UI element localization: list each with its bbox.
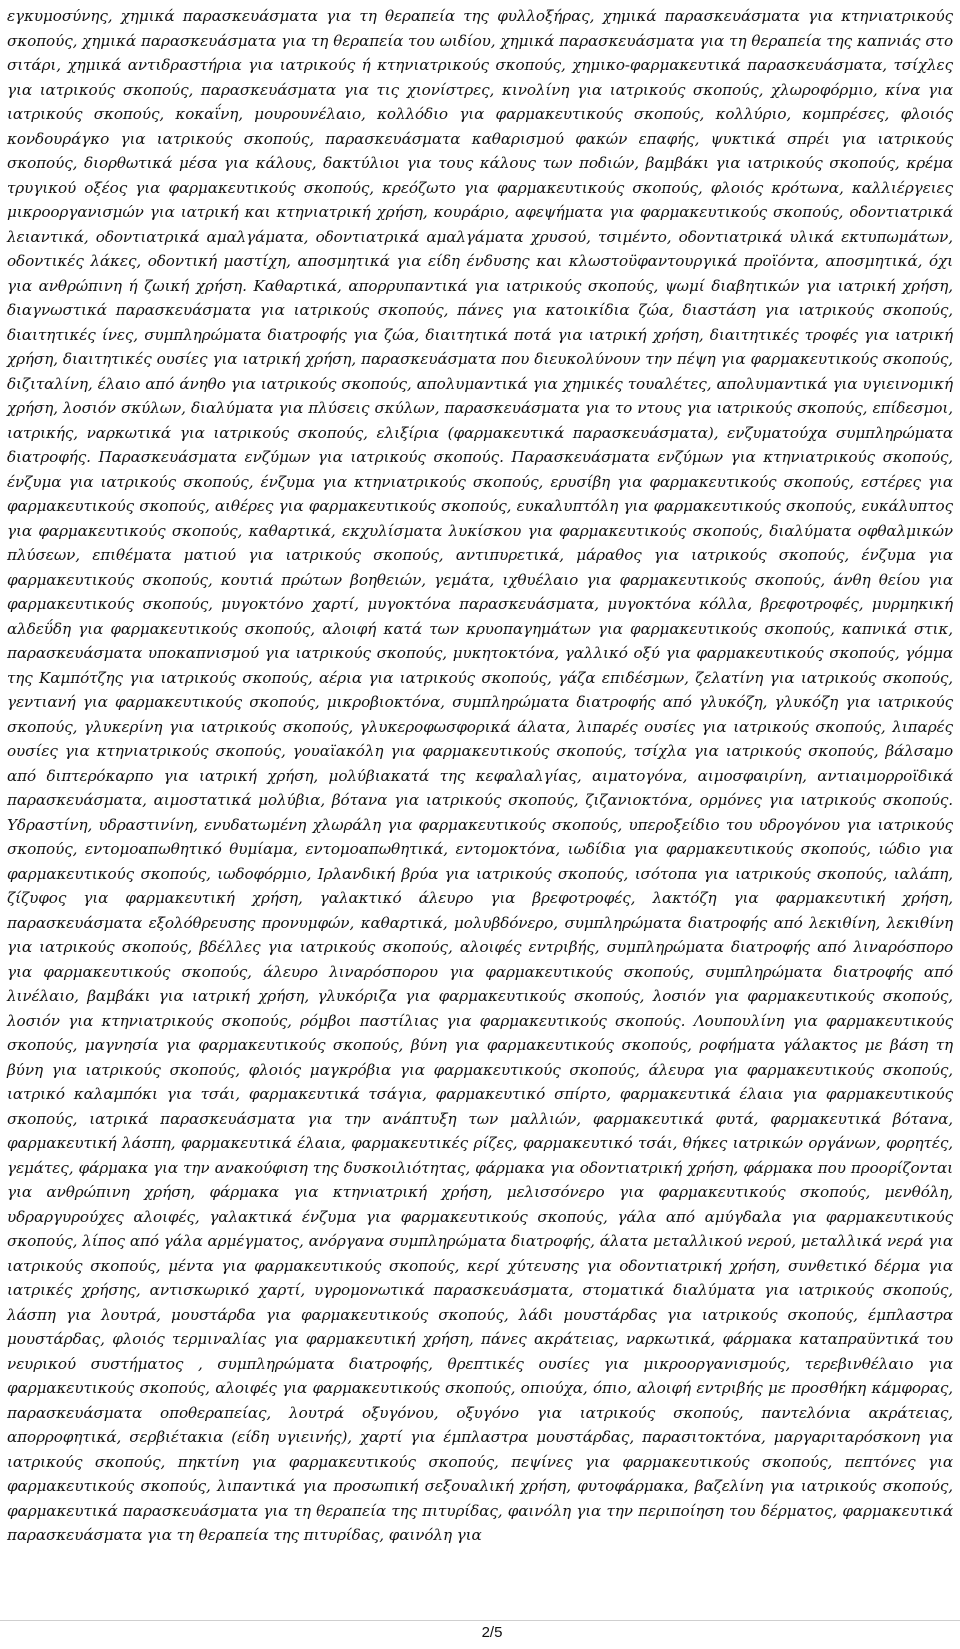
page-footer	[0, 1624, 960, 1642]
body-paragraph: εγκυμοσύνης, χημικά παρασκευάσματα για τη θεραπεία της φυλλοξήρας, χημικά παρασκευάσματα για κτηνιατρικούς σκοπούς, χημικά παρασκευάσματα για τη θεραπεία του ωιδίου, χημικά παρασκευάσματα για τη θεραπεία της καπνιάς στο σιτάρι, χημικά αντιδραστήρια για ιατρικούς ή κτηνιατρικούς σκοπούς, χημικο-φαρμακευτικά παρασκευάσματα, τσίχλες για ιατρικούς σκοπούς, παρασκευάσματα για τις χιονίστρες, κινολίνη για ιατρικούς σκοπούς, χλωροφόρμιο, κίνα για ιατρικούς σκοπούς, κοκαΐνη, μουρουνέλαιο, κολλόδιο για φαρμακευτικούς σκοπούς, κολλύριο, κομπρέσες, φλοιός κονδουράγκο για ιατρικούς σκοπούς, παρασκευάσματα καθαρισμού φακών επαφής, ψυκτικά σπρέι για ιατρικούς σκοπούς, διορθωτικά μέσα για κάλους, δακτύλιοι για τους κάλους των ποδιών, βαμβάκι για ιατρικούς σκοπούς, κρέμα τρυγικού οξέος για φαρμακευτικούς σκοπούς, κρεόζωτο για φαρμακευτικούς σκοπούς, φλοιός κρότωνα, καλλιέργειες μικροοργανισμών για ιατρική και κτηνιατρική χρήση, κουράριο, αφεψήματα για φαρμακευτικούς σκοπούς, οδοντιατρικά λειαντικά, οδοντιατρικά αμαλγάματα, οδοντιατρικά αμαλγάματα χρυσού, τσιμέντο, οδοντιατρικά υλικά εκτυπωμάτων, οδοντικές λάκες, οδοντική μαστίχη, αποσμητικά για είδη ένδυσης και κλωστοϋφαντουργικά προϊόντα, αποσμητικά, όχι για ανθρώπινη ή ζωική χρήση. Καθαρτικά, απορρυπαντικά για ιατρικούς σκοπούς, ψωμί διαβητικών για ιατρική χρήση, διαγνωστικά παρασκευάσματα για ιατρικούς σκοπούς, πάνες για κατοικίδια ζώα, διαστάση για ιατρικούς σκοπούς, διαιτητικές ίνες, συμπληρώματα διατροφής για ζώα, διαιτητικά ποτά για ιατρική χρήση, διαιτητικές τροφές για ιατρική χρήση, διαιτητικές ουσίες για ιατρική χρήση, παρασκευάσματα που διευκολύνουν την πέψη για φαρμακευτικούς σκοπούς, διζιταλίνη, έλαιο από άνηθο για ιατρικούς σκοπούς, απολυμαντικά για χημικές τουαλέτες, απολυμαντικά για υγιεινομική χρήση, λοσιόν σκύλων, διαλύματα για πλύσεις σκύλων, παρασκευάσματα για το ντους για ιατρικούς σκοπούς, επίδεσμοι, ιατρικής, ναρκωτικά για ιατρικούς σκοπούς, ελιξίρια (φαρμακευτικά παρασκευάσματα), ενζυματούχα συμπληρώματα διατροφής. Παρασκευάσματα ενζύμων για ιατρικούς σκοπούς. Παρασκευάσματα ενζύμων για κτηνιατρικούς σκοπούς, ένζυμα για ιατρικούς σκοπούς, ένζυμα για κτηνιατρικούς σκοπούς, ερυσίβη για φαρμακευτικούς σκοπούς, εστέρες για φαρμακευτικούς σκοπούς, αιθέρες για φαρμακευτικούς σκοπούς, ευκαλυπτόλη για φαρμακευτικούς σκοπούς, ευκάλυπτος για φαρμακευτικούς σκοπούς, καθαρτικά, εκχυλίσματα λυκίσκου για φαρμακευτικούς σκοπούς, διαλύματα οφθαλμικών πλύσεων, επιθέματα ματιού για ιατρικούς σκοπούς, αντιπυρετικά, μάραθος για ιατρικούς σκοπούς, ένζυμα για φαρμακευτικούς σκοπούς, κουτιά πρώτων βοηθειών, γεμάτα, ιχθυέλαιο για φαρμακευτικούς σκοπούς, άνθη θείου για φαρμακευτικούς σκοπούς, μυγοκτόνο χαρτί, μυγοκτόνα παρασκευάσματα, μυγοκτόνα κόλλα, βρεφοτροφές, μυρμηκική αλδεΰδη για φαρμακευτικούς σκοπούς, αλοιφή κατά των κρυοπαγημάτων για φαρμακευτικούς σκοπούς, καπνικά στικ, παρασκευάσματα υποκαπνισμού για ιατρικούς σκοπούς, μυκητοκτόνα, γαλλικό οξύ για φαρμακευτικούς σκοπούς, γόμμα της Καμπότζης για ιατρικούς σκοπούς, αέρια για ιατρικούς σκοπούς, γάζα επιδέσμων, ζελατίνη για ιατρικούς σκοπούς, γεντιανή για φαρμακευτικούς σκοπούς, μικροβιοκτόνα, συμπληρώματα διατροφής από γλυκόζη, γλυκόζη για ιατρικούς σκοπούς, γλυκερίνη για ιατρικούς σκοπούς, γλυκεροφωσφορικά άλατα, λιπαρές ουσίες για ιατρικούς σκοπούς, λιπαρές ουσίες για κτηνιατρικούς σκοπούς, γουαϊακόλη για φαρμακευτικούς σκοπούς, τσίχλα για ιατρικούς σκοπούς, βάλσαμο από διπτερόκαρπο για ιατρική χρήση, μολύβιακατά της κεφαλαλγίας, αιματογόνα, αιμοσφαιρίνη, αντιαιμορροϊδικά παρασκευάσματα, αιμοστατικά μολύβια, βότανα για ιατρικούς σκοπούς, ζιζανιοκτόνα, ορμόνες για ιατρικούς σκοπούς. Υδραστίνη, υδραστινίνη, ενυδατωμένη χλωράλη για φαρμακευτικούς σκοπούς, υπεροξείδιο του υδρογόνου για ιατρικούς σκοπούς, εντομοαπωθητικό θυμίαμα, εντομοαπωθητικά, εντομοκτόνα, ιωδίδια για φαρμακευτικούς σκοπούς, ιώδιο για φαρμακευτικούς σκοπούς, ιωδοφόρμιο, Ιρλανδική βρύα για ιατρικούς σκοπούς, ισότοπα για ιατρικούς σκοπούς, ιαλάπη, ζίζυφος για φαρμακευτική χρήση, γαλακτικό άλευρο για βρεφοτροφές, λακτόζη για φαρμακευτική χρήση, παρασκευάσματα εξολόθρευσης προνυμφών, καθαρτικά, μολυβδόνερο, συμπληρώματα διατροφής από λεκιθίνη, λεκιθίνη για ιατρικούς σκοπούς, βδέλλες για ιατρικούς σκοπούς, αλοιφές εντριβής, συμπληρώματα διατροφής από λιναρόσπορο για φαρμακευτικούς σκοπούς, άλευρο λιναρόσπορου για φαρμακευτικούς σκοπούς, συμπληρώματα διατροφής από λινέλαιο, βαμβάκι για ιατρική χρήση, γλυκόριζα για φαρμακευτικούς σκοπούς, λοσιόν για φαρμακευτικούς σκοπούς, λοσιόν για κτηνιατρικούς σκοπούς, ρόμβοι παστίλιας για φαρμακευτικούς σκοπούς. Λουπουλίνη για φαρμακευτικούς σκοπούς, μαγνησία για φαρμακευτικούς σκοπούς, βύνη για φαρμακευτικούς σκοπούς, ροφήματα γάλακτος με βάση τη βύνη για ιατρικούς σκοπούς, φλοιός μαγκρόβια για φαρμακευτικούς σκοπούς, άλευρα για φαρμακευτικούς σκοπούς, ιατρικό καλαμπόκι για τσάι, φαρμακευτικά τσάγια, φαρμακευτικό σπίρτο, φαρμακευτικά έλαια για φαρμακευτικούς σκοπούς, ιατρικά παρασκευάσματα για την ανάπτυξη των μαλλιών, φαρμακευτικά φυτά, φαρμακευτικά βότανα, φαρμακευτική λάσπη, φαρμακευτικά έλαια, φαρμακευτικές ρίζες, φαρμακευτικό τσάι, θήκες ιατρικών οργάνων, φορητές, γεμάτες, φάρμακα για την ανακούφιση της δυσκοιλιότητας, φάρμακα για οδοντιατρική χρήση, φάρμακα που προορίζονται για ανθρώπινη χρήση, φάρμακα για κτηνιατρική χρήση, μελισσόνερο για φαρμακευτικούς σκοπούς, μενθόλη, υδραργυρούχες αλοιφές, γαλακτικά ένζυμα για φαρμακευτικούς σκοπούς, γάλα από αμύγδαλα για φαρμακευτικούς σκοπούς, λίπος από γάλα αρμέγματος, ανόργανα συμπληρώματα διατροφής, άλατα μεταλλικού νερού, μεταλλικά νερά για ιατρικούς σκοπούς, μέντα για φαρμακευτικούς σκοπούς, κερί χύτευσης για οδοντιατρική χρήση, συνθετικό δέρμα για ιατρικές χρήσης, αντισκωρικό χαρτί, υγρομονωτικά παρασκευάσματα, στοματικά διαλύματα για ιατρικούς σκοπούς, λάσπη για λουτρά, μουστάρδα για φαρμακευτικούς σκοπούς, λάδι μουστάρδας για ιατρικούς σκοπούς, έμπλαστρα μουστάρδας, φλοιός τερμιναλίας για φαρμακευτική χρήση, πάνες ακράτειας, ναρκωτικά, φάρμακα καταπραϋντικά του νευρικού συστήματος , συμπληρώματα διατροφής, θρεπτικές ουσίες για μικροοργανισμούς, τερεβινθέλαιο για φαρμακευτικούς σκοπούς, αλοιφές για φαρμακευτικούς σκοπούς, οπιούχα, όπιο, αλοιφή εντριβής με προσθήκη κάμφορας, παρασκευάσματα οποθεραπείας, λουτρά οξυγόνου, οξυγόνο για ιατρικούς σκοπούς, παντελόνια ακράτειας, απορροφητικά, σερβιέτακια (είδη υγιεινής), χαρτί για έμπλαστρα μουστάρδας, παρασιτοκτόνα, μαργαριταρόσκονη για ιατρικούς σκοπούς, πηκτίνη για φαρμακευτικούς σκοπούς, πεψίνες για φαρμακευτικούς σκοπούς, πεπτόνες για φαρμακευτικούς σκοπούς, λιπαντικά για προσωπική σεξουαλική χρήση, φυτοφάρμακα, βαζελίνη για ιατρικούς σκοπούς, φαρμακευτικά παρασκευάσματα για τη θεραπεία της πιτυρίδας, φαινόλη για την περιποίηση του δέρματος, φαρμακευτικά παρασκευάσματα για τη θεραπεία της πιτυρίδας, φαινόλη για	[7, 7, 953, 1544]
page-number: 2/5	[481, 1624, 503, 1641]
footer-divider	[0, 1620, 960, 1621]
